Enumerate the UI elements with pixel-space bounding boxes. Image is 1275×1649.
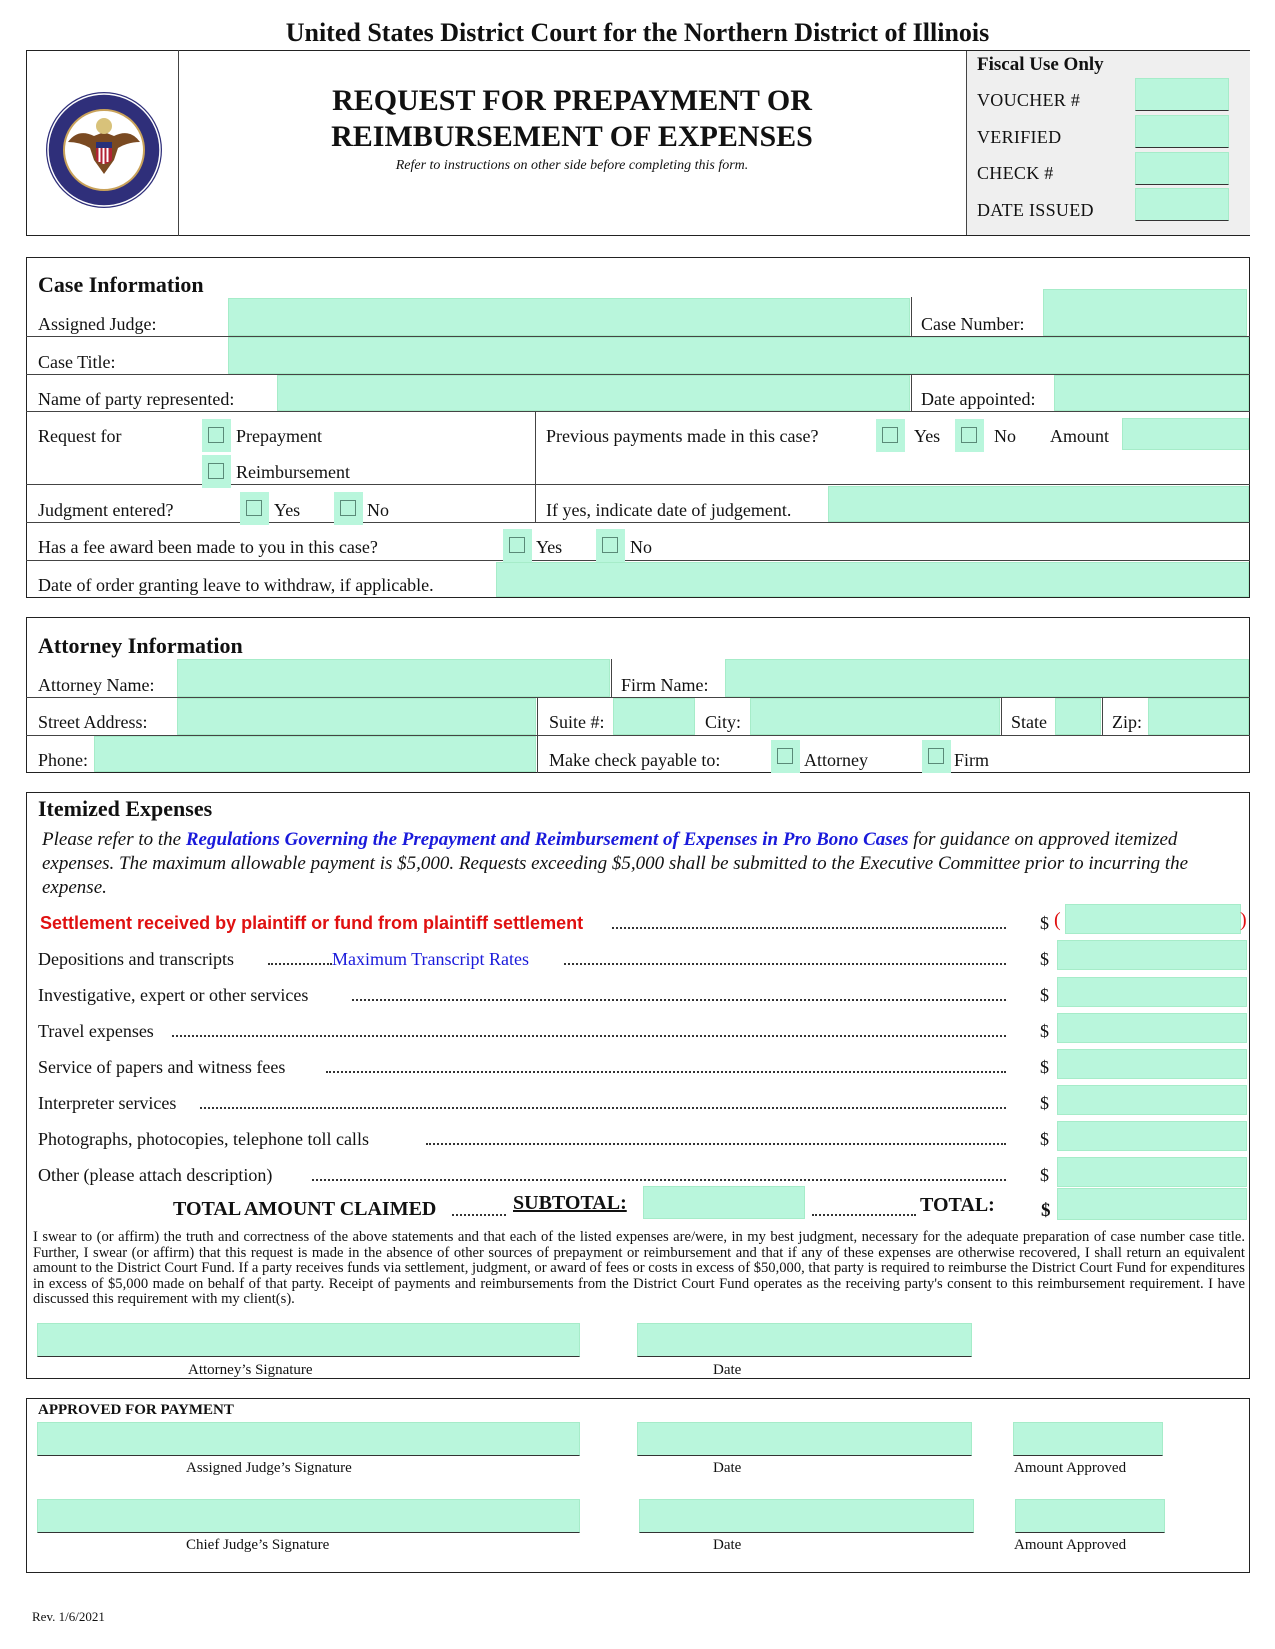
photographs-label: Photographs, photocopies, telephone toll calls [38, 1129, 369, 1149]
total-field[interactable] [1057, 1188, 1247, 1220]
payable-attorney-checkbox[interactable] [771, 740, 800, 773]
form-title [178, 83, 966, 155]
settlement-paren-close: ) [1240, 909, 1247, 931]
previous-payments-yes-checkbox[interactable] [876, 419, 905, 452]
city-field[interactable] [750, 698, 1000, 735]
assigned-judge-date-field[interactable] [637, 1422, 972, 1456]
depositions-dollar: $ [1040, 949, 1049, 969]
fee-award-no-checkbox[interactable] [596, 529, 625, 562]
other-label: Other (please attach description) [38, 1165, 273, 1185]
firm-name-label: Firm Name: [621, 675, 709, 695]
zip-label: Zip: [1112, 712, 1142, 732]
city-label: City: [705, 712, 742, 732]
settlement-paren-open: ( [1054, 909, 1061, 931]
date-issued-label: DATE ISSUED [977, 200, 1094, 220]
attorney-name-field[interactable] [177, 659, 610, 697]
itemized-expenses-heading: Itemized Expenses [38, 796, 213, 821]
voucher-label: VOUCHER # [977, 90, 1081, 110]
case-information-heading: Case Information [38, 272, 204, 297]
judgment-date-field[interactable] [828, 486, 1249, 522]
party-represented-label: Name of party represented: [38, 389, 235, 409]
fee-award-label: Has a fee award been made to you in this case? [38, 537, 378, 557]
revision-date: Rev. 1/6/2021 [32, 1609, 105, 1624]
travel-field[interactable] [1057, 1013, 1247, 1043]
oath-statement: I swear to (or affirm) the truth and correctness of the above statements and that each of the listed expenses are/were, in my best judgment, necessary for the adequate preparation of case number case title. Further, I swear (or affirm) that this request is made in the absence of other sources of prepayment or reimbursement and that if any of these expenses are otherwise recovered, I shall return an equivalent amount to the District Court Fund. If a party receives funds via settlement, judgment, or award of fees or costs in excess of $50,000, that party is required to reimburse the District Court Fund for expenditures in excess of $5,000 made on behalf of that party. Receipt of payments and reimbursements from the District Court Fund operates as the receiving party's consent to this reimbursement requirement. I have discussed this requirement with my client(s). [33, 1229, 1245, 1307]
attorney-signature-date-field[interactable] [637, 1323, 972, 1357]
fiscal-heading: Fiscal Use Only [977, 54, 1104, 75]
judgment-no-checkbox[interactable] [334, 492, 363, 525]
fee-award-no-label: No [630, 537, 652, 557]
fee-award-yes-checkbox[interactable] [503, 529, 532, 562]
attorney-signature-field[interactable] [37, 1323, 580, 1357]
assigned-judge-amount-label: Amount Approved [1014, 1460, 1127, 1476]
other-field[interactable] [1057, 1157, 1247, 1187]
phone-field[interactable] [94, 736, 536, 772]
state-label: State [1011, 712, 1047, 732]
travel-dollar: $ [1040, 1021, 1049, 1041]
attorney-name-label: Attorney Name: [38, 675, 155, 695]
voucher-field[interactable] [1135, 78, 1229, 111]
chief-judge-amount-label: Amount Approved [1014, 1537, 1127, 1553]
total-dollar: $ [1041, 1200, 1051, 1221]
verified-label: VERIFIED [977, 127, 1062, 147]
assigned-judge-signature-field[interactable] [37, 1422, 580, 1456]
date-appointed-label: Date appointed: [921, 389, 1036, 409]
suite-label: Suite #: [549, 712, 605, 732]
case-number-label: Case Number: [921, 314, 1025, 334]
payable-firm-label: Firm [954, 750, 990, 770]
previous-payments-yes-label: Yes [914, 426, 941, 446]
assigned-judge-label: Assigned Judge: [38, 314, 157, 334]
withdraw-date-label: Date of order granting leave to withdraw, if applicable. [38, 575, 434, 595]
phone-label: Phone: [38, 750, 89, 770]
settlement-dollar: $ [1040, 913, 1049, 933]
regulations-link[interactable]: Regulations Governing the Prepayment and Reimbursement of Expenses in Pro Bono Cases [185, 829, 909, 850]
payable-attorney-label: Attorney [804, 750, 868, 770]
chief-judge-date-label: Date [713, 1537, 742, 1553]
subtotal-label: SUBTOTAL: [513, 1192, 627, 1214]
investigative-label: Investigative, expert or other services [38, 985, 309, 1005]
reimbursement-label: Reimbursement [236, 462, 350, 482]
expenses-intro [42, 828, 1242, 900]
check-field[interactable] [1135, 152, 1229, 185]
settlement-field[interactable] [1065, 904, 1241, 934]
request-for-label: Request for [38, 426, 122, 446]
payable-to-label: Make check payable to: [549, 750, 721, 770]
transcript-rates-link[interactable]: Maximum Transcript Rates [332, 949, 529, 969]
previous-payments-no-checkbox[interactable] [955, 419, 984, 452]
date-issued-field[interactable] [1135, 188, 1229, 221]
form-title-line1: REQUEST FOR PREPAYMENT OR [332, 84, 812, 117]
date-appointed-field[interactable] [1054, 375, 1249, 411]
previous-payments-label: Previous payments made in this case? [546, 426, 819, 446]
reimbursement-checkbox[interactable] [202, 455, 231, 488]
payable-firm-checkbox[interactable] [922, 740, 951, 773]
amount-label: Amount [1050, 426, 1110, 446]
judgment-yes-checkbox[interactable] [240, 492, 269, 525]
case-title-field[interactable] [228, 337, 1249, 374]
total-label: TOTAL: [920, 1194, 995, 1216]
investigative-field[interactable] [1057, 977, 1247, 1007]
form-title-line2: REIMBURSEMENT OF EXPENSES [331, 120, 813, 153]
service-field[interactable] [1057, 1049, 1247, 1079]
investigative-dollar: $ [1040, 985, 1049, 1005]
judgment-yes-label: Yes [274, 500, 301, 520]
zip-field[interactable] [1148, 698, 1249, 735]
chief-judge-amount-field[interactable] [1015, 1499, 1165, 1533]
service-label: Service of papers and witness fees [38, 1057, 286, 1077]
street-address-label: Street Address: [38, 712, 148, 732]
form-subtitle: Refer to instructions on other side before completing this form. [395, 158, 749, 173]
attorney-information-heading: Attorney Information [38, 633, 243, 658]
judgment-entered-label: Judgment entered? [38, 500, 174, 520]
other-dollar: $ [1040, 1165, 1049, 1185]
photographs-field[interactable] [1057, 1121, 1247, 1151]
interpreter-label: Interpreter services [38, 1093, 177, 1113]
court-title: United States District Court for the Northern District of Illinois [285, 18, 990, 47]
case-number-field[interactable] [1043, 289, 1247, 336]
fee-award-yes-label: Yes [536, 537, 563, 557]
state-field[interactable] [1055, 698, 1101, 735]
assigned-judge-signature-label: Assigned Judge’s Signature [186, 1460, 352, 1476]
chief-judge-signature-label: Chief Judge’s Signature [186, 1537, 330, 1553]
street-address-field[interactable] [177, 698, 536, 735]
service-dollar: $ [1040, 1057, 1049, 1077]
subtotal-field[interactable] [643, 1186, 805, 1219]
travel-label: Travel expenses [38, 1021, 154, 1041]
depositions-label: Depositions and transcripts [38, 949, 234, 969]
court-seal-icon [44, 90, 164, 210]
photographs-dollar: $ [1040, 1129, 1049, 1149]
party-represented-field[interactable] [277, 375, 910, 411]
assigned-judge-date-label: Date [713, 1460, 742, 1476]
attorney-signature-date-label: Date [713, 1362, 742, 1378]
case-title-label: Case Title: [38, 352, 116, 372]
approval-heading: APPROVED FOR PAYMENT [38, 1402, 234, 1418]
firm-name-field[interactable] [725, 659, 1249, 697]
prepayment-checkbox[interactable] [202, 419, 231, 452]
assigned-judge-amount-field[interactable] [1013, 1422, 1163, 1456]
chief-judge-date-field[interactable] [639, 1499, 974, 1533]
prepayment-label: Prepayment [236, 426, 322, 446]
assigned-judge-field[interactable] [228, 298, 910, 336]
previous-amount-field[interactable] [1122, 418, 1249, 450]
interpreter-dollar: $ [1040, 1093, 1049, 1113]
withdraw-date-field[interactable] [496, 562, 1249, 597]
chief-judge-signature-field[interactable] [37, 1499, 580, 1533]
attorney-signature-label: Attorney’s Signature [188, 1362, 313, 1378]
settlement-label: Settlement received by plaintiff or fund from plaintiff settlement [40, 913, 584, 933]
interpreter-field[interactable] [1057, 1085, 1247, 1115]
previous-payments-no-label: No [994, 426, 1016, 446]
intro-text-2: for guidance on approved itemized expenses. The maximum allowable payment is $5,000. Requests exceeding $5,000 shall be submitted to the Executive Committee prior to incurring the expense. [42, 829, 1189, 898]
check-label: CHECK # [977, 163, 1054, 183]
intro-text-1: Please refer to the [42, 829, 186, 850]
judgment-no-label: No [367, 500, 389, 520]
suite-field[interactable] [613, 698, 695, 735]
depositions-field[interactable] [1057, 940, 1247, 970]
total-amount-claimed-label: TOTAL AMOUNT CLAIMED [173, 1198, 437, 1220]
judgment-date-label: If yes, indicate date of judgement. [546, 500, 792, 520]
verified-field[interactable] [1135, 115, 1229, 148]
